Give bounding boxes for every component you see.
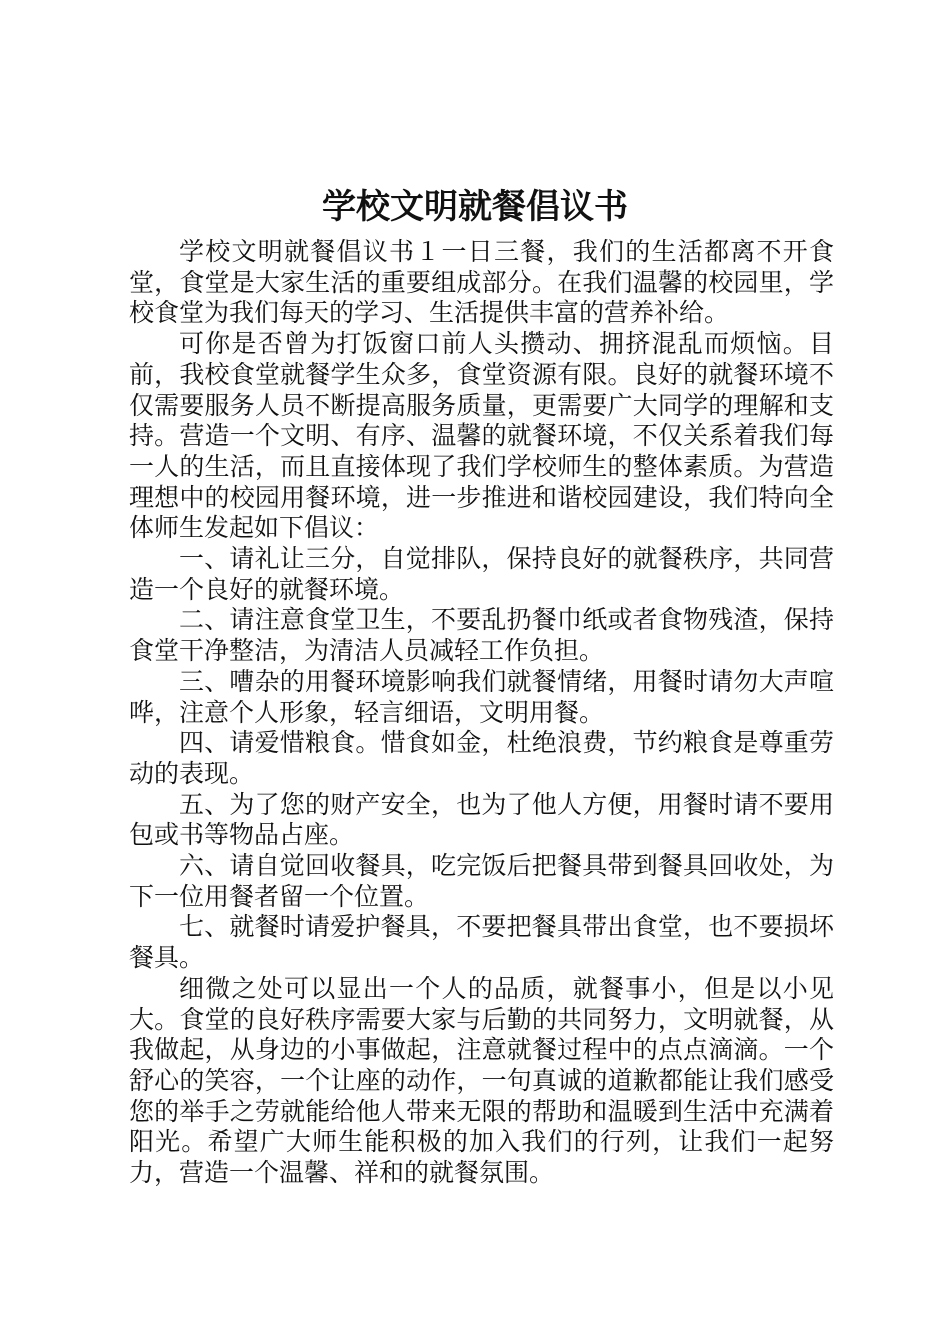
document-title: 学校文明就餐倡议书 — [322, 187, 628, 227]
proposal-item-3: 三、嘈杂的用餐环境影响我们就餐情绪，用餐时请勿大声喧哗，注意个人形象，轻言细语，文明用餐。 — [129, 666, 834, 727]
proposal-item-2: 二、请注意食堂卫生，不要乱扔餐巾纸或者食物残渣，保持食堂干净整洁，为清洁人员减轻工作负担。 — [129, 605, 834, 666]
proposal-item-4: 四、请爱惜粮食。惜食如金，杜绝浪费，节约粮食是尊重劳动的表现。 — [129, 728, 834, 788]
document-body — [129, 237, 834, 1189]
proposal-item-7: 七、就餐时请爱护餐具，不要把餐具带出食堂，也不要损坏餐具。 — [129, 912, 834, 973]
paragraph-background: 可你是否曾为打饭窗口前人头攒动、拥挤混乱而烦恼。目前，我校食堂就餐学生众多，食堂资源有限。良好的就餐环境不仅需要服务人员不断提高服务质量，更需要广大同学的理解和支持。营造一个文明、有序、温馨的就餐环境，不仅关系着我们每一人的生活，而且直接体现了我们学校师生的整体素质。为营造理想中的校园用餐环境，进一步推进和谐校园建设，我们特向全体师生发起如下倡议： — [129, 329, 834, 543]
paragraph-conclusion: 细微之处可以显出一个人的品质，就餐事小，但是以小见大。食堂的良好秩序需要大家与后勤的共同努力，文明就餐，从我做起，从身边的小事做起，注意就餐过程中的点点滴滴。一个舒心的笑容，一个让座的动作，一句真诚的道歉都能让我们感受您的举手之劳就能给他人带来无限的帮助和温暖到生活中充满着阳光。希望广大师生能积极的加入我们的行列，让我们一起努力，营造一个温馨、祥和的就餐氛围。 — [129, 973, 834, 1188]
paragraph-intro: 学校文明就餐倡议书１一日三餐，我们的生活都离不开食堂，食堂是大家生活的重要组成部分。在我们温馨的校园里，学校食堂为我们每天的学习、生活提供丰富的营养补给。 — [129, 237, 834, 328]
proposal-item-6: 六、请自觉回收餐具，吃完饭后把餐具带到餐具回收处，为下一位用餐者留一个位置。 — [129, 851, 834, 911]
proposal-item-5: 五、为了您的财产安全，也为了他人方便，用餐时请不要用包或书等物品占座。 — [129, 789, 834, 850]
proposal-item-1: 一、请礼让三分，自觉排队，保持良好的就餐秩序，共同营造一个良好的就餐环境。 — [129, 544, 834, 604]
